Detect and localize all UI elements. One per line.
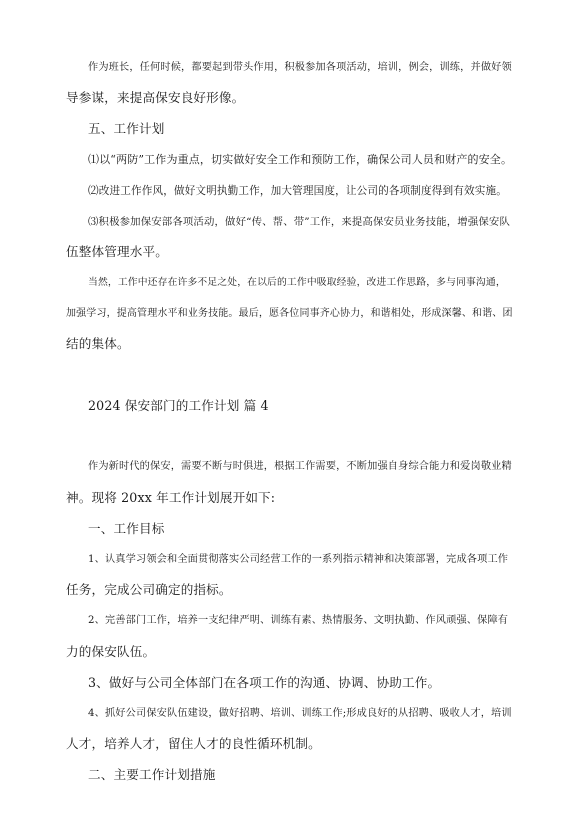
paragraph-leader-line1: 作为班长，任何时候，都要起到带头作用，积极参加各项活动，培训，例会，训练，并做好领	[88, 62, 512, 73]
plan-item-3-line2: 伍整体管理水平。	[66, 244, 168, 259]
goal-4-line1: 4、抓好公司保安队伍建设，做好招聘、培训、训练工作;形成良好的从招聘、吸收人才，培训	[88, 708, 512, 719]
goal-2-line2: 力的保安队伍。	[66, 644, 156, 659]
goal-3: 3、做好与公司全体部门在各项工作的沟通、协调、协助工作。	[88, 675, 441, 690]
goal-1-line1: 1、认真学习领会和全面贯彻落实公司经营工作的一系列指示精神和决策部署，完成各项工作	[88, 554, 509, 565]
paragraph-summary-line2: 加强学习，提高管理水平和业务技能。最后，愿各位同事齐心协力，和谐相处，形成深馨、和谐、团	[66, 308, 513, 319]
goal-4-line2: 人才，培养人才，留住人才的良性循环机制。	[66, 736, 321, 751]
intro-line2: 神。现将 20xx 年工作计划展开如下:	[66, 490, 276, 505]
plan-item-3-line1: ⑶积极参加保安部各项活动，做好“传、帮、带”工作，来提高保安员业务技能，增强保安队	[88, 216, 511, 228]
goal-2-line1: 2、完善部门工作，培养一支纪律严明、训练有素、热情服务、文明执勤、作风顽强、保障有	[88, 615, 509, 626]
heading-work-plan: 五、工作计划	[88, 121, 165, 136]
heading-work-goals: 一、工作目标	[88, 521, 165, 536]
intro-line1: 作为新时代的保安，需要不断与时俱进，根据工作需要，不断加强自身综合能力和爱岗敬业精	[88, 461, 512, 472]
paragraph-leader-line2: 导参谋，来提高保安良好形像。	[66, 90, 245, 105]
plan-item-2: ⑵改进工作作风，做好文明执勤工作，加大管理国度，让公司的各项制度得到有效实施。	[88, 185, 508, 197]
paragraph-summary-line1: 当然，工作中还存在许多不足之处，在以后的工作中吸取经验，改进工作思路，多与同事沟通，	[88, 277, 506, 288]
paragraph-summary-line3: 结的集体。	[66, 336, 130, 351]
goal-1-line2: 任务，完成公司确定的指标。	[66, 582, 232, 597]
heading-main-measures: 二、主要工作计划措施	[88, 767, 216, 782]
plan-item-1: ⑴以“两防”工作为重点，切实做好安全工作和预防工作，确保公司人员和财产的安全。	[88, 153, 513, 166]
article-title: 2024 保安部门的工作计划 篇 4	[88, 398, 269, 413]
